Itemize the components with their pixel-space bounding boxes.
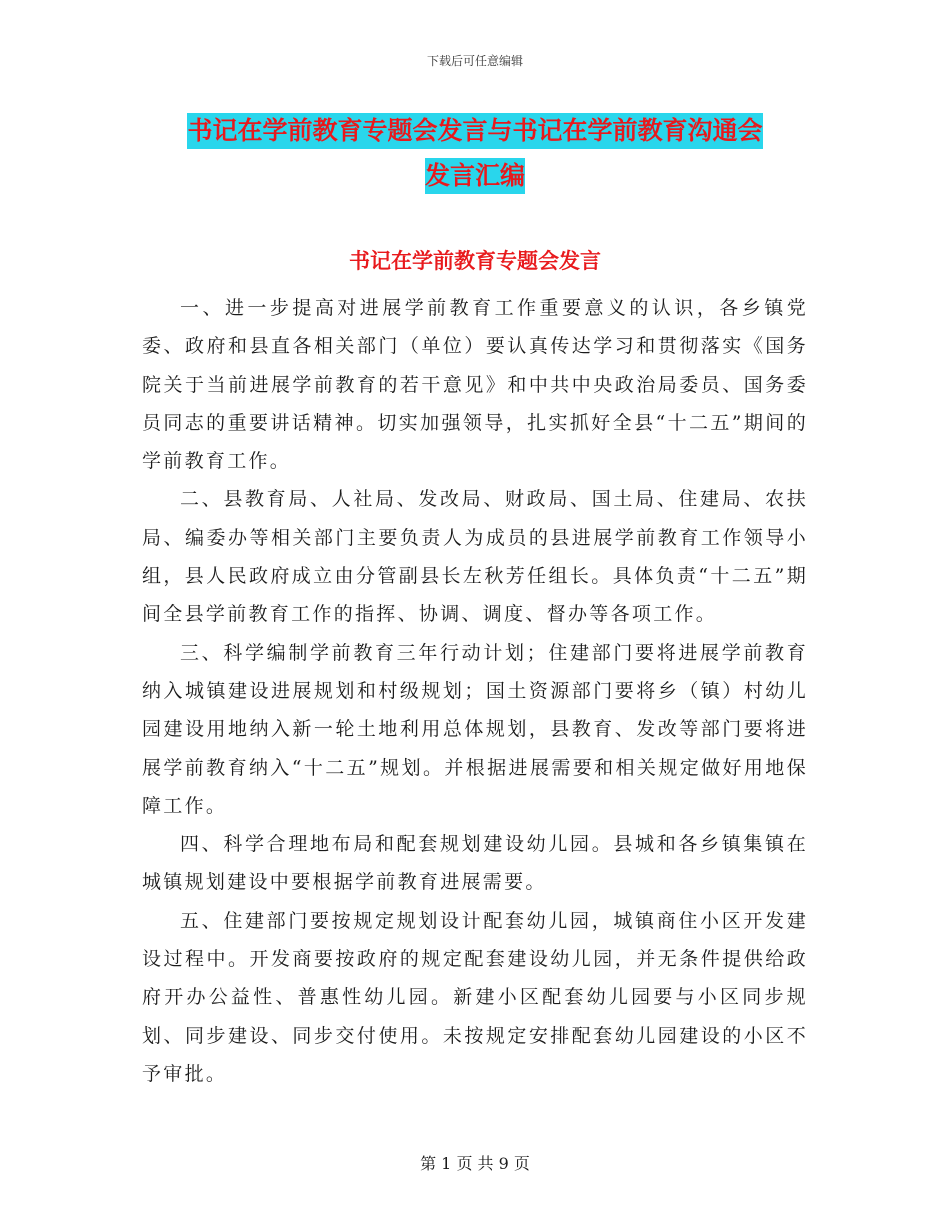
- document-title-line-2: 发言汇编: [425, 158, 525, 194]
- page-header-note: 下载后可任意编辑: [426, 54, 523, 68]
- document-title-line-1: 书记在学前教育专题会发言与书记在学前教育沟通会: [187, 113, 762, 149]
- paragraph-2: 二、县教育局、人社局、发改局、财政局、国土局、住建局、农扶局、编委办等相关部门主要负责人为成员的县进展学前教育工作领导小组，县人民政府成立由分管副县长左秋芳任组长。具体负责“十二五”期间全县学前教育工作的指挥、协调、调度、督办等各项工作。: [142, 488, 808, 626]
- document-body: [142, 289, 808, 1093]
- section-title: 书记在学前教育专题会发言: [349, 249, 601, 273]
- paragraph-3: 三、科学编制学前教育三年行动计划；住建部门要将进展学前教育纳入城镇建设进展规划和村级规划；国土资源部门要将乡（镇）村幼儿园建设用地纳入新一轮土地利用总体规划，县教育、发改等部门要将进展学前教育纳入“十二五”规划。并根据进展需要和相关规定做好用地保障工作。: [142, 641, 808, 817]
- paragraph-5: 五、住建部门要按规定规划设计配套幼儿园，城镇商住小区开发建设过程中。开发商要按政府的规定配套建设幼儿园，并无条件提供给政府开办公益性、普惠性幼儿园。新建小区配套幼儿园要与小区同步规划、同步建设、同步交付使用。未按规定安排配套幼儿园建设的小区不予审批。: [142, 909, 808, 1085]
- paragraph-4: 四、科学合理地布局和配套规划建设幼儿园。县城和各乡镇集镇在城镇规划建设中要根据学前教育进展需要。: [142, 833, 808, 894]
- paragraph-1: 一、进一步提高对进展学前教育工作重要意义的认识，各乡镇党委、政府和县直各相关部门（单位）要认真传达学习和贯彻落实《国务院关于当前进展学前教育的若干意见》和中共中央政治局委员、国务委员同志的重要讲话精神。切实加强领导，扎实抓好全县“十二五”期间的学前教育工作。: [142, 297, 808, 473]
- document-title: [0, 108, 950, 198]
- page-number: 第 1 页 共 9 页: [420, 1154, 530, 1173]
